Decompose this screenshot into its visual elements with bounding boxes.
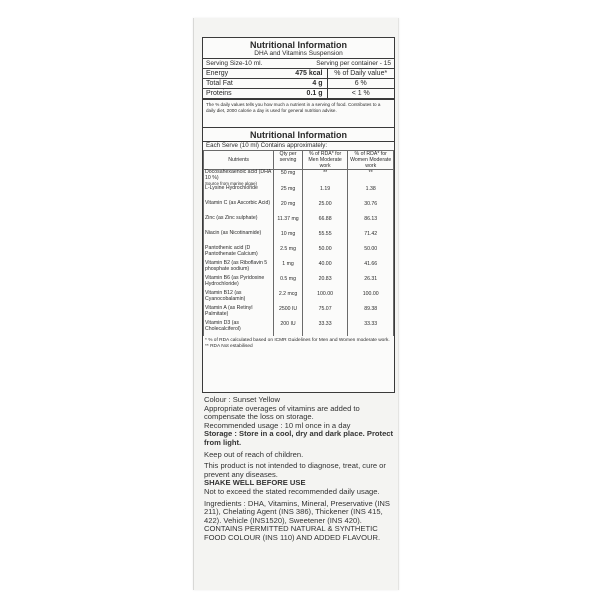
nutrient-women: [348, 276, 394, 291]
nutrient-men: [302, 201, 348, 216]
nutrient-men-text: 100.00: [317, 291, 334, 298]
table-row: [204, 276, 394, 291]
table-row: [204, 216, 394, 231]
nutrient-name: [204, 276, 274, 291]
protein-value: 0.1 g: [306, 90, 323, 97]
ingredients-text: Ingredients : DHA, Vitamins, Mineral, Preservative (INS 211), Chelating Agent (INS 386), Thickener (INS 415, 422). Vehicle (INS1520), Sweetener (INS 420).: [204, 498, 390, 525]
header-qty: Qty per serving: [274, 151, 303, 170]
serving-row: [203, 59, 394, 69]
nutrient-women: [348, 291, 394, 306]
nutrient-women-text: 41.66: [364, 261, 378, 268]
label-text-block: [204, 396, 396, 543]
nutrient-name: [204, 231, 274, 246]
table-row: [204, 321, 394, 336]
rda-footnote: [203, 336, 394, 351]
nutrient-qty-text: 10 mg: [280, 231, 296, 238]
dv-footnote: The % daily values tells you how much a nutrient in a serving of food. Contributes to a daily diet, 2000 calorie a day is used for general nutrition advise.: [206, 102, 381, 113]
protein-dv: < 1 %: [327, 89, 394, 98]
nutrient-name: [204, 321, 274, 336]
fat-dv: 6 %: [327, 79, 394, 88]
table-row: [204, 246, 394, 261]
dv-header: % of Daily value*: [327, 69, 394, 78]
header-men: % of RDA* for Men Moderate work: [302, 151, 348, 170]
nutrient-men: [302, 186, 348, 201]
nutrient-qty-text: 200 IU: [280, 321, 296, 328]
energy-label: Energy: [206, 70, 229, 77]
nutrient-qty-text: 20 mg: [280, 201, 296, 208]
nutrient-women: [348, 231, 394, 246]
nutrient-qty: [274, 201, 303, 216]
nutrient-name-text: Docosahexaenoic acid (DHA 10 %): [205, 169, 272, 181]
nutrient-name: [204, 291, 274, 306]
nutrient-qty: [274, 291, 303, 306]
fat-value: 4 g: [312, 80, 323, 87]
table-header-row: [204, 151, 394, 170]
nutrient-men-text: 1.19: [320, 186, 331, 193]
nutrient-qty: [274, 216, 303, 231]
table-row: [204, 306, 394, 321]
nutrient-qty-text: 2.5 mg: [280, 246, 296, 253]
nutrient-name: [204, 201, 274, 216]
nutrient-women-text: 1.38: [365, 186, 376, 193]
nutrient-qty: [274, 186, 303, 201]
nutrient-women-text: 33.33: [364, 321, 378, 328]
nutrient-women-text: 50.00: [364, 246, 378, 253]
nutrient-women: [348, 321, 394, 336]
not-intended-text: This product is not intended to diagnose, treat, cure or prevent any diseases.: [204, 461, 386, 479]
nutrient-name-text: Niacin (as Nicotinamide): [205, 230, 262, 237]
table-row: [204, 231, 394, 246]
shake-text: SHAKE WELL BEFORE USE: [204, 478, 306, 488]
table-row: [204, 170, 394, 187]
nutrient-men: [302, 321, 348, 336]
nutrient-men: [302, 261, 348, 276]
nutrient-table: [203, 150, 394, 336]
contains-text: CONTAINS PERMITTED NATURAL & SYNTHETIC FOOD COLOUR (INS 110) AND ADDED FLAVOUR.: [204, 524, 381, 542]
header-nutrients: Nutrients: [204, 151, 274, 170]
nutrient-women: [348, 261, 394, 276]
nutrient-name-text: Vitamin C (as Ascorbic Acid): [205, 200, 271, 207]
not-exceed-text: Not to exceed the stated recommended daily usage.: [204, 486, 380, 496]
nutrient-women-text: 71.42: [364, 231, 378, 238]
fat-row: [203, 79, 394, 89]
fat-label: Total Fat: [206, 80, 233, 87]
nutrient-men: [302, 276, 348, 291]
nutrient-women-text: 100.00: [362, 291, 379, 298]
nutrient-name-text: Vitamin A (as Retinyl Palmitate): [205, 305, 253, 317]
nutrient-qty-text: 11.37 mg: [277, 216, 299, 223]
nutrient-women-text: **: [368, 170, 373, 176]
nutrient-men-text: 66.88: [318, 216, 332, 223]
table-row: [204, 201, 394, 216]
nutrient-name-text: Vitamin B6 (as Pyridoxine Hydrochloride): [205, 275, 265, 287]
nutrient-name-text: Pantothenic acid (D Pantothenate Calcium): [205, 245, 258, 257]
nutrient-name-text: Vitamin B12 (as Cyanocobalamin): [205, 290, 246, 302]
header-women: % of RDA* for Women Moderate work: [348, 151, 394, 170]
nutrient-name: [204, 246, 274, 261]
nutrient-men: [302, 306, 348, 321]
nutrient-qty-text: 2500 IU: [278, 306, 298, 313]
table-row: [204, 186, 394, 201]
each-serve-text: Each Serve (10 ml) Contains approximately:: [206, 142, 328, 149]
nutrient-women: [348, 186, 394, 201]
nutrient-qty-text: 0.5 mg: [280, 276, 296, 283]
nutrient-qty: [274, 306, 303, 321]
nutrient-men-text: 55.55: [318, 231, 332, 238]
rda-footnote-1: * % of RDA calculated based on ICMR Guidelines for Men and Women moderate work.: [205, 338, 390, 344]
nutrient-women-text: 30.76: [364, 201, 378, 208]
protein-row: [203, 89, 394, 100]
nutrient-name: [204, 170, 274, 187]
nutrient-name-text: Vitamin B2 (as Riboflavin 5 phosphate sodium): [205, 260, 268, 272]
storage-text: Storage : Store in a cool, dry and dark place. Protect from light.: [204, 429, 394, 447]
serving-size: Serving Size-10 ml.: [206, 60, 263, 67]
nutrient-table-title: Nutritional Information: [203, 130, 394, 142]
nutrient-women-text: 26.31: [364, 276, 378, 283]
nutrient-note: Source from marine algae): [205, 181, 257, 187]
nutrient-men: [302, 291, 348, 306]
rda-footnote-2: ** RDA Not estabilised: [205, 343, 253, 349]
protein-label: Proteins: [206, 90, 232, 97]
nutrient-qty: [274, 321, 303, 336]
nutrient-women: [348, 246, 394, 261]
nutrient-men-text: 25.00: [318, 201, 332, 208]
nutrient-men-text: **: [323, 170, 328, 176]
nutrient-qty: [274, 231, 303, 246]
nutrient-name: [204, 186, 274, 201]
table-row: [204, 261, 394, 276]
nutrient-men-text: 40.00: [318, 261, 332, 268]
nutrient-name-text: Vitamin D3 (as Cholecalciferol): [205, 320, 241, 332]
nutrient-women: [348, 216, 394, 231]
nutrient-name: [204, 261, 274, 276]
nutrient-women-text: 89.38: [364, 306, 378, 313]
serving-per-container: Serving per container - 15: [316, 60, 391, 67]
nutrient-qty: [274, 276, 303, 291]
nutrient-men-text: 50.00: [318, 246, 332, 253]
colour-text: Colour : Sunset Yellow: [204, 395, 280, 404]
nutrition-subtitle: DHA and Vitamins Suspension: [203, 50, 394, 59]
nutrient-rows: [204, 170, 394, 337]
nutrient-name-text: L-Lysine Hydrochloride: [205, 185, 258, 192]
nutrient-women-text: 86.13: [364, 216, 378, 223]
overages-text: Appropriate overages of vitamins are added to compensate the loss on storage.: [204, 403, 360, 422]
nutrient-qty: [274, 246, 303, 261]
nutrient-women: [348, 306, 394, 321]
nutrient-men: [302, 231, 348, 246]
product-label: [193, 18, 399, 590]
nutrient-qty: [274, 261, 303, 276]
nutrient-name-text: Zinc (as Zinc sulphate): [205, 215, 258, 222]
nutrient-table-box: [202, 127, 395, 393]
nutrient-men-text: 75.07: [318, 306, 332, 313]
energy-row: [203, 69, 394, 79]
nutrient-men-text: 33.33: [318, 321, 332, 328]
nutrient-women: [348, 170, 394, 187]
nutrient-name: [204, 306, 274, 321]
nutrient-men: [302, 170, 348, 187]
usage-text: Recommended usage : 10 ml once in a day: [204, 420, 351, 430]
nutrient-qty-text: 50 mg: [280, 170, 296, 176]
nutrient-men: [302, 246, 348, 261]
nutrient-name: [204, 216, 274, 231]
energy-value: 475 kcal: [295, 70, 323, 77]
nutrient-qty: [274, 170, 303, 187]
nutrient-women: [348, 201, 394, 216]
nutrient-men: [302, 216, 348, 231]
nutrient-qty-text: 25 mg: [280, 186, 296, 193]
nutrient-qty-text: 2.2 mcg: [278, 291, 298, 298]
table-row: [204, 291, 394, 306]
keep-out-text: Keep out of reach of children.: [204, 449, 304, 459]
nutrient-qty-text: 1 mg: [282, 261, 294, 268]
nutrition-title: Nutritional Information: [250, 40, 347, 50]
nutrition-info-box: [202, 37, 395, 129]
nutrient-men-text: 20.83: [318, 276, 332, 283]
